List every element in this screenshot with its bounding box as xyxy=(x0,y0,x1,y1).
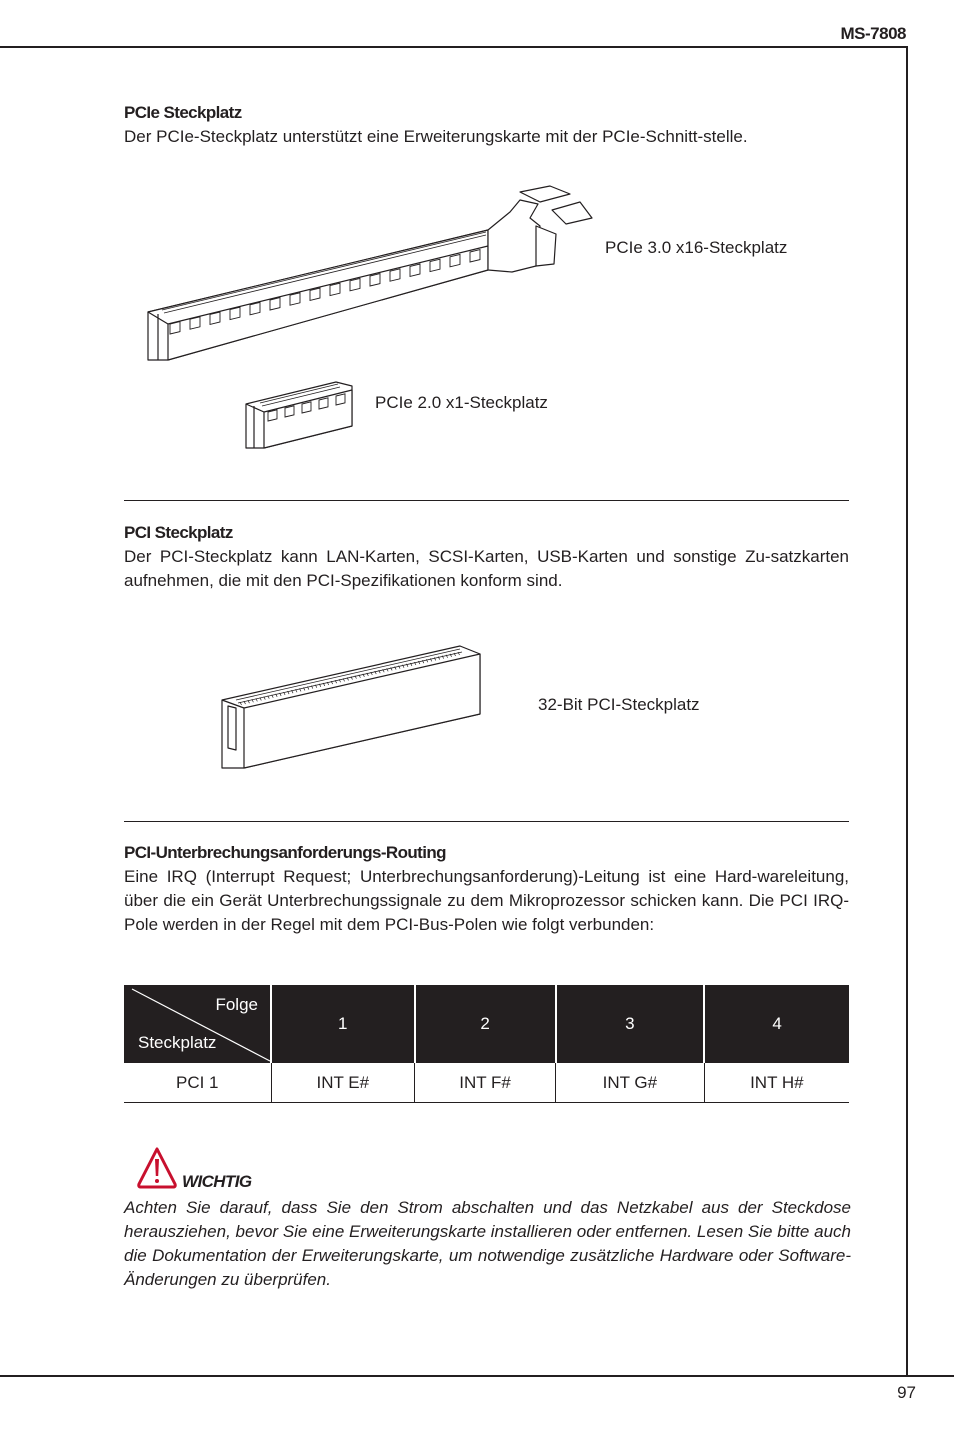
irq-routing-table xyxy=(124,985,849,1103)
pcie-x16-caption: PCIe 3.0 x16-Steckplatz xyxy=(605,238,788,257)
warning-triangle-icon xyxy=(136,1146,178,1190)
table-corner-header xyxy=(124,985,271,1063)
irq-description: Eine IRQ (Interrupt Request; Unterbrechungsanforderung)-Leitung ist eine Hard-wareleitung, über die ein Gerät Unterbrechungssignale zu dem Mikroprozessor schicken kann. Die PCI IRQ-Pole werden in der Regel mit dem PCI-Bus-Polen wie folgt verbunden: xyxy=(124,867,849,934)
corner-label-folge: Folge xyxy=(215,995,258,1014)
corner-label-steckplatz: Steckplatz xyxy=(138,1033,217,1052)
column-header: 1 xyxy=(271,985,415,1063)
irq-heading: PCI-Unterbrechungsanforderungs-Routing xyxy=(124,843,446,862)
table-cell: INT G# xyxy=(556,1063,705,1103)
pci-slot-illustration xyxy=(216,640,486,772)
right-border xyxy=(906,46,908,1376)
pcie-x1-slot-illustration xyxy=(240,376,360,452)
column-header: 3 xyxy=(556,985,705,1063)
table-row xyxy=(124,1063,849,1103)
pcie-heading: PCIe Steckplatz xyxy=(124,103,242,122)
pcie-x16-slot-illustration xyxy=(140,182,600,367)
table-cell: INT F# xyxy=(415,1063,556,1103)
section-divider-2 xyxy=(124,821,849,822)
pci-heading: PCI Steckplatz xyxy=(124,523,233,542)
table-cell: INT E# xyxy=(271,1063,415,1103)
warning-text: Achten Sie darauf, dass Sie den Strom abschalten und das Netzkabel aus der Steckdose herausziehen, bevor Sie eine Erweiterungskarte installieren oder entfernen. Lesen Sie bitte auch die Dokumentation der Erweiterungskarte, um notwendige zusätzliche Hardware oder Software-Änderungen zu überprüfen. xyxy=(124,1198,851,1289)
section-divider-1 xyxy=(124,500,849,501)
column-header: 2 xyxy=(415,985,556,1063)
pci-description: Der PCI-Steckplatz kann LAN-Karten, SCSI-Karten, USB-Karten und sonstige Zu-satzkarten aufnehmen, die mit den PCI-Spezifikationen konform sind. xyxy=(124,547,849,590)
header-rule xyxy=(0,46,907,48)
warning-title: WICHTIG xyxy=(182,1172,252,1191)
model-number: MS-7808 xyxy=(840,24,906,43)
row-slot-label: PCI 1 xyxy=(124,1063,271,1103)
pcie-description: Der PCIe-Steckplatz unterstützt eine Erweiterungskarte mit der PCIe-Schnitt-stelle. xyxy=(124,127,748,146)
column-header: 4 xyxy=(704,985,849,1063)
footer-rule xyxy=(0,1375,954,1377)
page-number: 97 xyxy=(897,1383,916,1402)
pcie-x1-caption: PCIe 2.0 x1-Steckplatz xyxy=(375,393,548,412)
pci-caption: 32-Bit PCI-Steckplatz xyxy=(538,695,700,714)
table-cell: INT H# xyxy=(704,1063,849,1103)
